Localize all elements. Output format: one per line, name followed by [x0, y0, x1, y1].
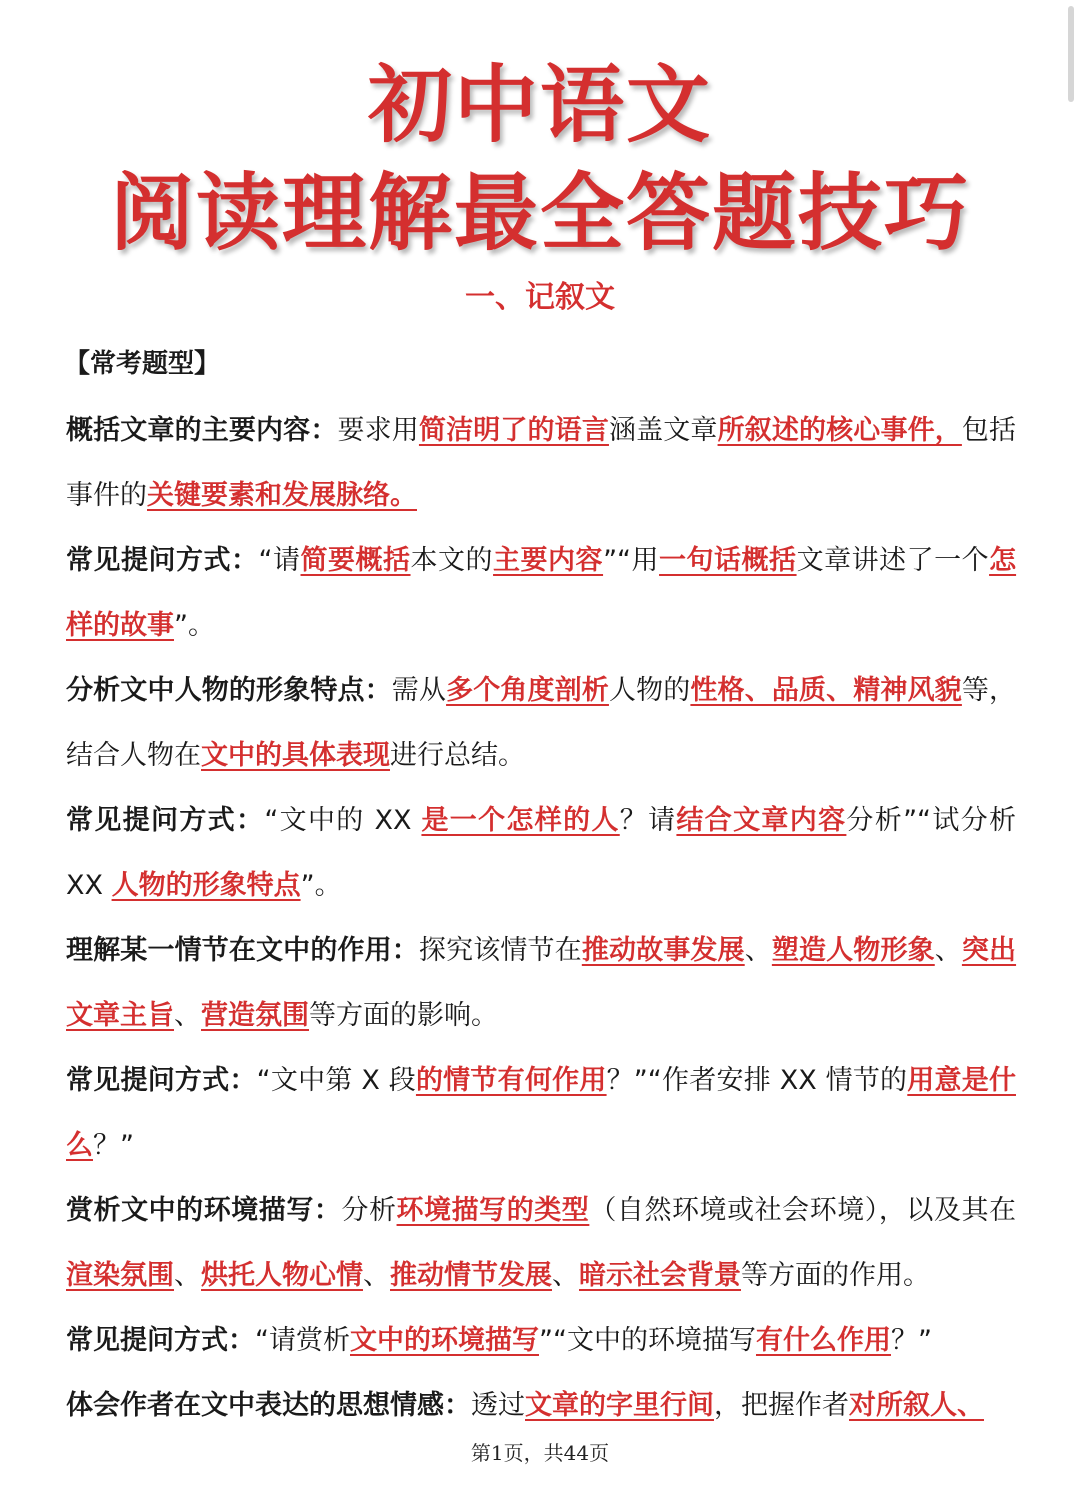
highlighted-phrase: 烘托人物心情	[201, 1260, 363, 1291]
paragraph	[66, 1178, 1016, 1308]
paragraph-text: 要求用	[337, 415, 419, 446]
paragraph-text: 等方面的作用。	[741, 1260, 930, 1291]
paragraph-text: “文中的 XX	[264, 805, 422, 836]
highlighted-phrase: 人物的形象特点	[111, 870, 301, 901]
highlighted-phrase: 文中的具体表现	[201, 740, 390, 771]
highlighted-phrase: 塑造人物形象	[771, 935, 935, 966]
paragraph-lead: 常见提问方式：	[66, 805, 265, 836]
paragraph-lead: 赏析文中的环境描写：	[66, 1195, 342, 1226]
highlighted-phrase: 营造氛围	[201, 1000, 309, 1031]
title-line-2: 阅读理解最全答题技巧	[109, 164, 970, 262]
highlighted-phrase: 性格、品质、精神风貌	[690, 675, 962, 706]
paragraph-text: 、	[174, 1000, 201, 1031]
highlighted-phrase: 文中的环境描写	[350, 1325, 539, 1356]
highlighted-phrase: 暗示社会背景	[579, 1260, 741, 1291]
paragraph-text: ？”	[890, 1325, 932, 1356]
paragraph-text: ，把握作者	[714, 1390, 849, 1421]
highlighted-phrase: 简洁明了的语言	[418, 415, 609, 446]
highlighted-phrase: 渲染氛围	[66, 1260, 174, 1291]
paragraph-text: 、	[363, 1260, 390, 1291]
paragraph-text: ？请	[619, 805, 677, 836]
highlighted-phrase: 多个角度剖析	[446, 675, 609, 706]
paragraph-text: 分析	[341, 1195, 397, 1226]
highlighted-phrase: 怎样的故事	[66, 545, 1017, 641]
highlighted-phrase: 主要内容	[493, 545, 604, 576]
paragraph-text: 涵盖文章	[608, 415, 718, 446]
paragraph-text: 透过	[471, 1390, 525, 1421]
paragraph-text: （自然环境或社会环境），以及其在	[589, 1195, 1017, 1226]
paragraph-lead: 体会作者在文中表达的思想情感：	[66, 1390, 471, 1421]
paragraph-lead: 常见提问方式：	[66, 1065, 257, 1096]
paragraph-text: 、	[934, 935, 962, 966]
question-type-label: 【常考题型】	[64, 349, 221, 379]
paragraph-text: ？”“作者安排 XX 情节的	[606, 1065, 908, 1096]
paragraph	[66, 1048, 1016, 1178]
highlighted-phrase: 的情节有何作用	[415, 1065, 607, 1096]
paragraph-text: 文章讲述了一个	[796, 545, 990, 576]
highlighted-phrase: 简要概括	[300, 545, 411, 576]
paragraph-lead: 常见提问方式：	[66, 1325, 255, 1356]
highlighted-phrase: 用意是什么	[66, 1065, 1016, 1161]
paragraph	[66, 918, 1016, 1048]
paragraph-text: 分析”“试分析 XX	[66, 805, 1017, 901]
paragraph-text: 等，结合人物在	[66, 675, 1017, 771]
paragraph-text: ？”	[93, 1130, 134, 1161]
highlighted-phrase: 环境描写的类型	[396, 1195, 590, 1226]
highlighted-phrase: 有什么作用	[755, 1325, 891, 1356]
paragraph-text: 本文的	[410, 545, 494, 576]
paragraph-lead: 概括文章的主要内容：	[66, 415, 338, 446]
paragraph	[66, 1373, 1016, 1438]
paragraph-text: 、	[552, 1260, 579, 1291]
title-line-1: 初中语文	[367, 56, 712, 154]
paragraph-text: ”。	[300, 870, 342, 901]
paragraph-text: “请	[258, 545, 301, 576]
highlighted-phrase: 文章的字里行间	[525, 1390, 714, 1421]
paragraph-text: “请赏析	[255, 1325, 350, 1356]
highlighted-phrase: 突出文章主旨	[66, 935, 1017, 1031]
highlighted-phrase: 对所叙人、	[849, 1390, 984, 1421]
paragraph-text: 探究该情节在	[418, 935, 582, 966]
highlighted-phrase: 推动故事发展	[581, 935, 745, 966]
page-number: 第1页，共44页	[470, 1441, 610, 1465]
highlighted-phrase: 所叙述的核心事件，	[717, 415, 962, 446]
paragraph	[66, 398, 1016, 528]
paragraph	[66, 1308, 1016, 1373]
paragraph-lead: 常见提问方式：	[66, 545, 259, 576]
paragraph	[66, 528, 1016, 658]
highlighted-phrase: 是一个怎样的人	[421, 805, 620, 836]
paragraph-text: 包括事件的	[66, 415, 1017, 511]
highlighted-phrase: 关键要素和发展脉络。	[147, 480, 417, 511]
paragraph-text: “文中第 X 段	[256, 1065, 416, 1096]
paragraph-text: 、	[174, 1260, 201, 1291]
paragraph-text: 需从	[391, 675, 447, 706]
paragraph-text: 人物的	[608, 675, 691, 706]
highlighted-phrase: 一句话概括	[659, 545, 797, 576]
highlighted-phrase: 推动情节发展	[390, 1260, 552, 1291]
paragraph-text: ”。	[174, 610, 215, 641]
section-heading: 一、记叙文	[465, 280, 615, 315]
paragraph-lead: 理解某一情节在文中的作用：	[66, 935, 419, 966]
paragraph-lead: 分析文中人物的形象特点：	[66, 675, 392, 706]
paragraph-text: 进行总结。	[390, 740, 525, 771]
paragraph-text: ”“文中的环境描写	[539, 1325, 756, 1356]
paragraph-text: 、	[744, 935, 772, 966]
paragraph	[66, 658, 1016, 788]
content-body	[66, 398, 1016, 1438]
highlighted-phrase: 结合文章内容	[676, 805, 847, 836]
paragraph-text: ”“用	[603, 545, 660, 576]
paragraph-text: 等方面的影响。	[309, 1000, 498, 1031]
paragraph	[66, 788, 1016, 918]
